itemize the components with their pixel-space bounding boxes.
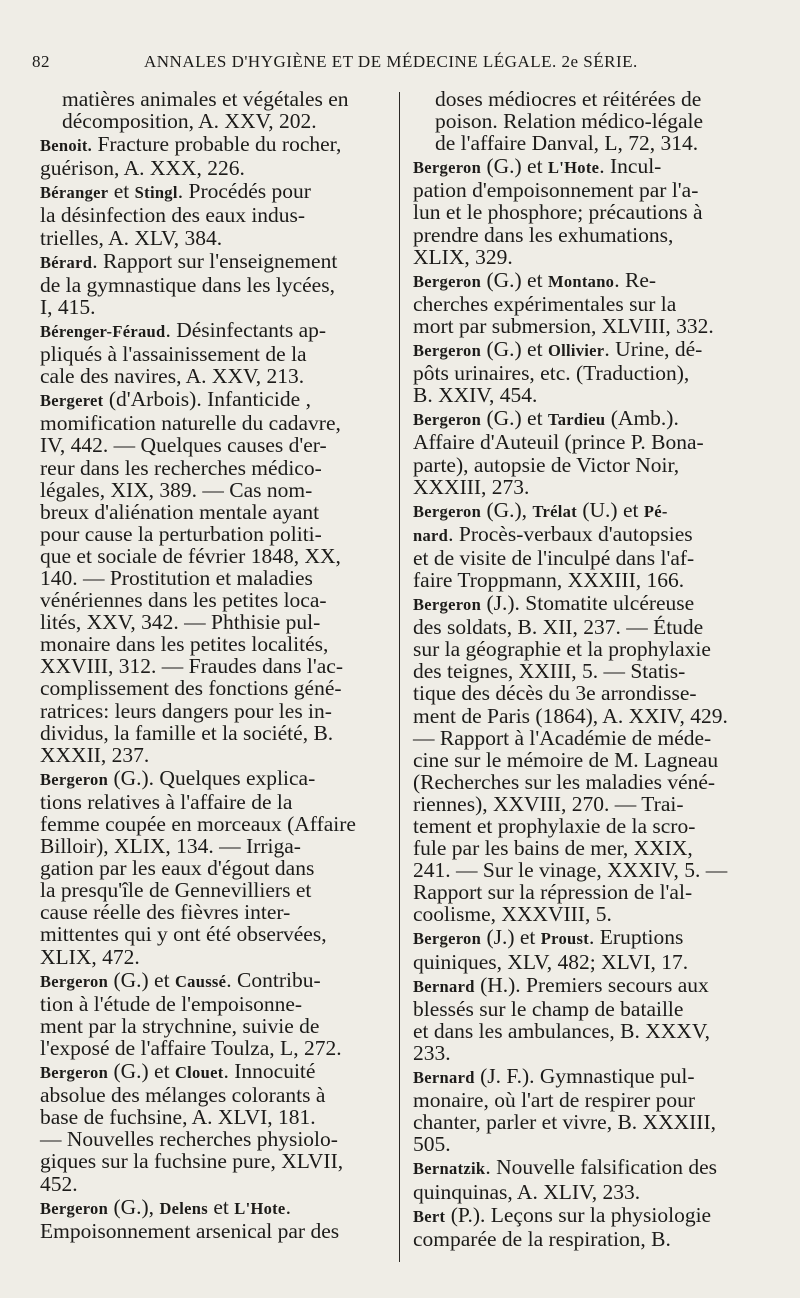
author-name: Bert (413, 1206, 446, 1226)
entry-text: (H.). Premiers secours aux (474, 972, 709, 997)
entry-line: des soldats, B. XII, 237. — Étude (413, 615, 704, 640)
entry-text: (G.) et (108, 1059, 175, 1084)
author-name: Trélat (532, 501, 577, 521)
entry-text: et (207, 1194, 235, 1219)
author-name: Bernard (413, 1068, 475, 1088)
entry-text: . Eruptions (589, 925, 684, 950)
entry-line: Empoisonnement arsenical par des (40, 1218, 340, 1243)
author-name: Bergeron (413, 595, 482, 615)
entry-line: cine sur le mémoire de M. Lagneau (413, 747, 719, 772)
entry-line: breux d'aliénation mentale ayant (40, 499, 320, 524)
author-name: L'Hote (234, 1198, 286, 1218)
entry-text: . (285, 1194, 291, 1219)
author-name: Bergeron (40, 769, 109, 789)
entry-line: pôts urinaires, etc. (Traduction), (413, 361, 690, 386)
entry-line (413, 1064, 771, 1089)
entry-line: de l'affaire Danval, L, 72, 314. (435, 131, 699, 156)
entry-text: . Rapport sur l'enseignement (92, 248, 338, 273)
author-name: Caussé (174, 971, 227, 991)
entry-text: (G.) et (108, 967, 175, 992)
index-entry (413, 338, 771, 406)
entry-line (413, 521, 771, 547)
entry-line: poison. Relation médico-légale (435, 109, 704, 134)
entry-line (40, 179, 398, 204)
entry-line: XXXII, 237. (40, 742, 150, 767)
author-name: Bergeron (40, 1063, 109, 1083)
entry-text: (G.) et (481, 406, 548, 431)
entry-line: gation par les eaux d'égout dans (40, 856, 315, 881)
entry-line: quinquinas, A. XLIV, 233. (413, 1179, 641, 1204)
entry-text: (J. F.). Gymnastique pul- (474, 1064, 695, 1089)
entry-line (413, 1155, 771, 1180)
index-entry (40, 767, 398, 968)
author-name: Bernatzik (413, 1159, 486, 1179)
entry-line: 505. (413, 1132, 451, 1157)
author-name: Benoit. (40, 136, 93, 156)
entry-line: complissement des fonctions géné- (40, 676, 342, 701)
author-name: Bergeron (413, 341, 482, 361)
entry-line (40, 967, 398, 993)
entry-line: cale des navires, A. XXV, 213. (40, 364, 305, 389)
entry-text: . Urine, dé- (604, 337, 703, 362)
entry-line: momification naturelle du cadavre, (40, 411, 341, 436)
entry-line: légales, XIX, 389. — Cas nom- (40, 477, 313, 502)
entry-line: monaire, où l'art de respirer pour (413, 1088, 696, 1113)
entry-line (413, 337, 771, 362)
entry-text: et (108, 179, 135, 204)
entry-line: pation d'empoisonnement par l'a- (413, 178, 699, 203)
entry-line: pliqués à l'assainissement de la (40, 342, 307, 367)
author-name: Clouet (174, 1063, 224, 1083)
author-name: nard (413, 525, 449, 545)
entry-text: (d'Arbois). Infanticide , (103, 387, 311, 412)
entry-line: faire Troppmann, XXXIII, 166. (413, 567, 685, 592)
index-entry (413, 269, 771, 337)
entry-line (40, 317, 398, 343)
entry-line (413, 591, 771, 616)
entry-line: mort par submersion, XLVIII, 332. (413, 313, 714, 338)
page-header (32, 52, 760, 82)
entry-line (413, 267, 771, 293)
author-name: Delens (159, 1198, 208, 1218)
entry-line: prendre dans les exhumations, (413, 222, 674, 247)
entry-text: (G.) et (481, 154, 548, 179)
entry-text: (G.) et (481, 337, 548, 362)
entry-line: tique des décès du 3e arrondisse- (413, 681, 697, 706)
entry-line: tion à l'étude de l'empoisonne- (40, 991, 303, 1016)
entry-line: décomposition, A. XXV, 202. (62, 109, 317, 134)
column-divider (399, 92, 400, 1262)
entry-line: que et sociale de février 1848, XX, (40, 543, 341, 568)
page-number: 82 (32, 52, 50, 71)
entry-line: B. XXIV, 454. (413, 383, 538, 408)
entry-text: . Re- (614, 267, 657, 292)
entry-line (40, 132, 398, 157)
entry-line: base de fuchsine, A. XLVI, 181. (40, 1105, 316, 1130)
entry-line: et dans les ambulances, B. XXXV, (413, 1018, 710, 1043)
entry-line (413, 925, 771, 950)
entry-text: . Innocuité (223, 1059, 316, 1084)
entry-line: monaire dans les petites localités, (40, 632, 329, 657)
author-name: Ollivier (547, 341, 605, 361)
entry-line: Affaire d'Auteuil (prince P. Bona- (413, 430, 704, 455)
entry-line: parte), autopsie de Victor Noir, (413, 452, 680, 477)
entry-text: . Nouvelle falsification des (485, 1155, 718, 1180)
author-name: Bérenger-Féraud (40, 321, 166, 341)
author-name: Bergeron (40, 1198, 109, 1218)
entry-line: XXXIII, 273. (413, 474, 530, 499)
entry-line: I, 415. (40, 294, 96, 319)
index-entry (40, 969, 398, 1059)
entry-line: quiniques, XLV, 482; XLVI, 17. (413, 949, 689, 974)
entry-line: 233. (413, 1040, 451, 1065)
entry-line: XLIX, 472. (40, 944, 140, 969)
entry-line (40, 248, 398, 274)
entry-line: dividus, la famille et la société, B. (40, 720, 334, 745)
entry-line: comparée de la respiration, B. (413, 1226, 671, 1251)
index-entry (40, 133, 398, 179)
entry-text: (G.), (481, 497, 533, 522)
left-column (40, 88, 398, 1243)
index-entry (40, 319, 398, 387)
entry-line: lun et le phosphore; précautions à (413, 200, 703, 225)
entry-line: l'exposé de l'affaire Toulza, L, 272. (40, 1035, 342, 1060)
entry-line (413, 497, 771, 523)
entry-line (40, 1194, 398, 1220)
entry-text: . Contribu- (226, 967, 321, 992)
author-name: L'Hote (547, 158, 600, 178)
author-name: Bérard (40, 252, 93, 272)
entry-line (40, 387, 398, 412)
index-entry (40, 388, 398, 766)
entry-line: ment par la strychnine, suivie de (40, 1013, 320, 1038)
entry-line: cherches expérimentales sur la (413, 291, 677, 316)
index-entry (413, 592, 771, 925)
entry-line: tement et prophylaxie de la scro- (413, 814, 696, 838)
entry-line: giques sur la fuchsine pure, XLVII, (40, 1149, 344, 1174)
entry-line: — Rapport à l'Académie de méde- (413, 725, 712, 750)
entry-text: (J.) et (481, 925, 541, 950)
author-name: Bergeron (413, 410, 482, 430)
entry-text: (G.). Quelques explica- (108, 765, 316, 790)
entry-line: vénériennes dans les petites loca- (40, 588, 327, 613)
entry-line: ratrices: leurs dangers pour les in- (40, 698, 332, 723)
index-entry (413, 1065, 771, 1155)
author-name: Bergeron (413, 271, 482, 291)
entry-line: coolisme, XXXVIII, 5. (413, 902, 612, 927)
entry-text: Fracture probable du rocher, (92, 132, 342, 157)
entry-line: (Recherches sur les maladies véné- (413, 769, 716, 794)
entry-line: mittentes qui y ont été observées, (40, 922, 327, 947)
entry-line: guérison, A. XXX, 226. (40, 156, 245, 181)
right-column (413, 88, 771, 1251)
entry-line: lités, XXV, 342. — Phthisie pul- (40, 610, 321, 635)
entry-line: — Nouvelles recherches physiolo- (40, 1127, 338, 1152)
author-name: Proust (540, 929, 590, 949)
entry-line: IV, 442. — Quelques causes d'er- (40, 433, 327, 458)
entry-line: des teignes, XXIII, 5. — Statis- (413, 659, 686, 684)
author-name: Bernard (413, 976, 475, 996)
entry-line: la presqu'île de Gennevilliers et (40, 878, 312, 903)
entry-text: . Désinfectants ap- (165, 317, 327, 342)
entry-line: fule par les bains de mer, XXIX, (413, 836, 693, 861)
index-entry (413, 1156, 771, 1202)
author-name: Bergeret (40, 391, 104, 411)
entry-text: (G.) et (481, 267, 548, 292)
entry-text: (J.). Stomatite ulcéreuse (481, 591, 695, 616)
author-name: Bergeron (40, 971, 109, 991)
entry-line: la désinfection des eaux indus- (40, 203, 306, 228)
author-name: Pé- (643, 501, 668, 521)
author-name: Montano (547, 271, 615, 291)
index-entry (40, 180, 398, 248)
entry-line: pour cause la perturbation politi- (40, 521, 322, 546)
entry-line: de la gymnastique dans les lycées, (40, 272, 335, 297)
entry-line: Billoir), XLIX, 134. — Irriga- (40, 834, 301, 859)
entry-text: . Incul- (599, 154, 662, 179)
entry-line: et de visite de l'inculpé dans l'af- (413, 545, 695, 570)
index-entry (413, 407, 771, 497)
entry-line: 241. — Sur le vinage, XXXIV, 5. — (413, 858, 728, 883)
entry-line (413, 972, 771, 998)
entry-line: doses médiocres et réitérées de (435, 87, 702, 111)
entry-line: XLIX, 329. (413, 244, 513, 269)
entry-text: (Amb.). (605, 406, 679, 431)
index-entry (413, 499, 771, 591)
entry-continuation (40, 88, 398, 132)
entry-line: absolue des mélanges colorants à (40, 1083, 326, 1108)
entry-continuation (413, 88, 771, 154)
entry-line (40, 1059, 398, 1084)
entry-line: blessés sur le champ de bataille (413, 996, 684, 1021)
entry-line: ment de Paris (1864), A. XXIV, 429. (413, 703, 728, 728)
entry-line: matières animales et végétales en (62, 87, 349, 111)
entry-line (40, 765, 398, 791)
entry-text: (U.) et (577, 497, 644, 522)
entry-text: (P.). Leçons sur la physiologie (445, 1202, 712, 1227)
entry-line: Rapport sur la répression de l'al- (413, 880, 693, 905)
index-entry (413, 974, 771, 1064)
running-title: ANNALES D'HYGIÈNE ET DE MÉDECINE LÉGALE. 2e SÉRIE. (144, 52, 638, 71)
index-entry (413, 1204, 771, 1250)
index-entry (40, 250, 398, 318)
entry-line: XXVIII, 312. — Fraudes dans l'ac- (40, 654, 344, 679)
entry-text: . Procédés pour (177, 179, 311, 204)
entry-text: . Procès-verbaux d'autopsies (448, 521, 693, 546)
entry-line: chanter, parler et vivre, B. XXXIII, (413, 1110, 716, 1135)
entry-line: femme coupée en morceaux (Affaire (40, 812, 356, 836)
entry-line: sur la géographie et la prophylaxie (413, 637, 711, 662)
entry-line: trielles, A. XLV, 384. (40, 225, 223, 250)
author-name: Stingl (134, 183, 178, 203)
entry-line: reur dans les recherches médico- (40, 455, 322, 480)
author-name: Bergeron (413, 158, 482, 178)
author-name: Béranger (40, 183, 109, 203)
author-name: Bergeron (413, 501, 482, 521)
index-entry (40, 1060, 398, 1195)
entry-line: 140. — Prostitution et maladies (40, 565, 313, 590)
entry-line: tions relatives à l'affaire de la (40, 789, 293, 814)
entry-line: riennes), XXVIII, 270. — Trai- (413, 791, 684, 816)
author-name: Tardieu (547, 410, 606, 430)
entry-line: 452. (40, 1171, 78, 1196)
entry-line (413, 406, 771, 431)
index-entry (413, 155, 771, 267)
author-name: Bergeron (413, 929, 482, 949)
entry-line (413, 154, 771, 179)
entry-line: cause réelle des fièvres inter- (40, 900, 291, 925)
entry-text: (G.), (108, 1194, 160, 1219)
index-entry (40, 1196, 398, 1242)
entry-line (413, 1202, 771, 1228)
index-entry (413, 926, 771, 972)
